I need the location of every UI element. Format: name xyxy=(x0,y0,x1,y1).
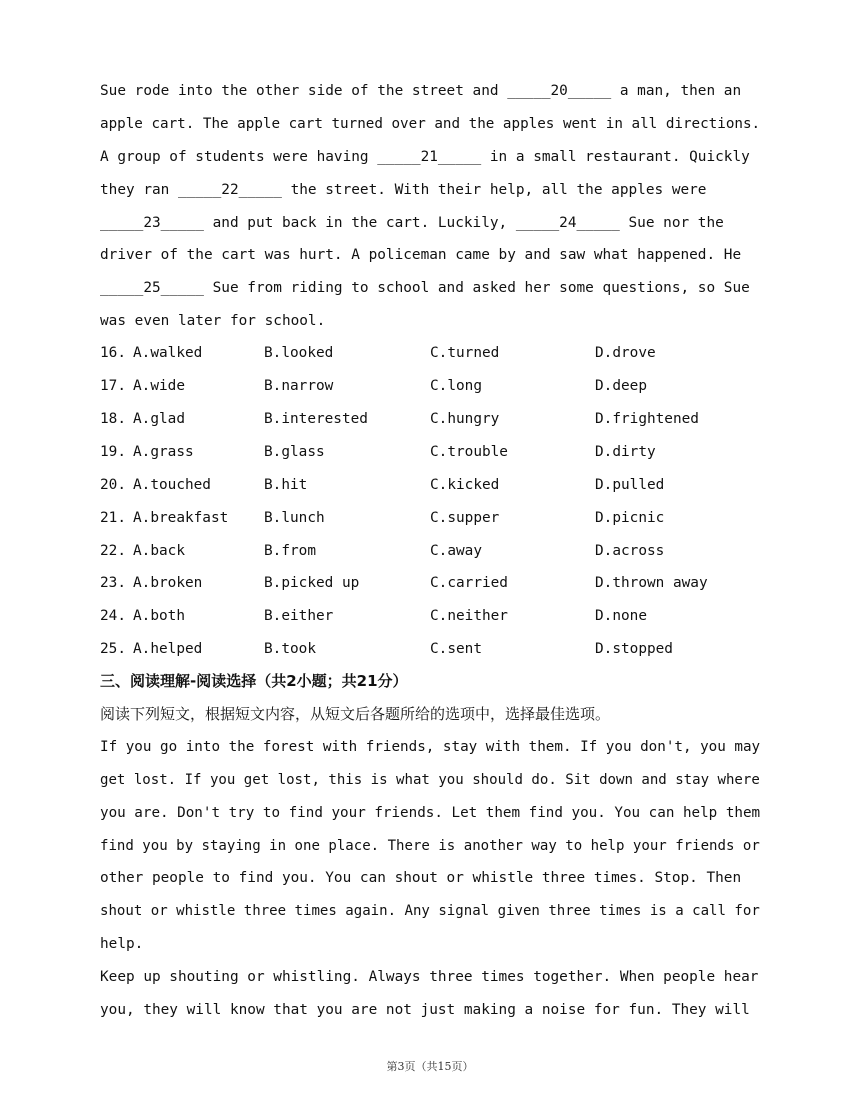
question-number: 24. xyxy=(100,608,126,624)
option-a: A.helped xyxy=(133,641,203,657)
option-c: C.hungry xyxy=(430,411,500,427)
option-c: C.sent xyxy=(430,641,482,657)
option-a: A.walked xyxy=(133,345,203,361)
option-d: D.picnic xyxy=(595,510,665,526)
passage-line: _____25_____ Sue from riding to school and asked her some questions, so Sue xyxy=(100,280,750,296)
question-number: 23. xyxy=(100,575,126,591)
passage-line: driver of the cart was hurt. A policeman came by and saw what happened. He xyxy=(100,247,742,263)
passage-line: If you go into the forest with friends, stay with them. If you don't, you may xyxy=(100,739,761,755)
passage-line: Keep up shouting or whistling. Always three times together. When people hear xyxy=(100,969,759,985)
option-c: C.carried xyxy=(430,575,508,591)
passage-line: other people to find you. You can shout or whistle three times. Stop. Then xyxy=(100,870,742,886)
question-number: 20. xyxy=(100,477,126,493)
question-item xyxy=(100,475,665,495)
option-d: D.frightened xyxy=(595,411,699,427)
passage-line: you are. Don't try to find your friends. Let them find you. You can help them xyxy=(100,805,761,821)
option-d: D.across xyxy=(595,543,665,559)
option-d: D.deep xyxy=(595,378,647,394)
option-b: B.narrow xyxy=(264,378,334,394)
option-d: D.none xyxy=(595,608,647,624)
question-number: 25. xyxy=(100,641,126,657)
option-a: A.both xyxy=(133,608,185,624)
option-c: C.long xyxy=(430,378,482,394)
question-item xyxy=(100,541,665,561)
option-d: D.pulled xyxy=(595,477,665,493)
question-item xyxy=(100,639,673,659)
option-c: C.neither xyxy=(430,608,508,624)
question-item xyxy=(100,409,699,429)
option-b: B.picked up xyxy=(264,575,360,591)
question-item xyxy=(100,343,656,363)
option-d: D.stopped xyxy=(595,641,673,657)
option-d: D.drove xyxy=(595,345,656,361)
option-c: C.turned xyxy=(430,345,500,361)
passage-line: you, they will know that you are not just making a noise for fun. They will xyxy=(100,1002,750,1018)
option-a: A.glad xyxy=(133,411,185,427)
passage-line: Sue rode into the other side of the street and _____20_____ a man, then an xyxy=(100,83,742,99)
option-a: A.wide xyxy=(133,378,185,394)
question-number: 21. xyxy=(100,510,126,526)
question-number: 19. xyxy=(100,444,126,460)
option-b: B.took xyxy=(264,641,316,657)
option-a: A.grass xyxy=(133,444,194,460)
question-number: 22. xyxy=(100,543,126,559)
option-a: A.broken xyxy=(133,575,203,591)
option-c: C.supper xyxy=(430,510,500,526)
question-number: 16. xyxy=(100,345,126,361)
question-item xyxy=(100,442,656,462)
passage-line: _____23_____ and put back in the cart. Luckily, _____24_____ Sue nor the xyxy=(100,215,724,231)
option-d: D.thrown away xyxy=(595,575,708,591)
passage-line: they ran _____22_____ the street. With their help, all the apples were xyxy=(100,182,707,198)
option-a: A.back xyxy=(133,543,185,559)
option-a: A.touched xyxy=(133,477,211,493)
option-b: B.interested xyxy=(264,411,368,427)
option-b: B.either xyxy=(264,608,334,624)
option-c: C.away xyxy=(430,543,482,559)
page-footer: 第3页（共15页） xyxy=(386,1060,474,1073)
passage-line: help. xyxy=(100,936,144,952)
question-number: 18. xyxy=(100,411,126,427)
question-number: 17. xyxy=(100,378,126,394)
option-c: C.trouble xyxy=(430,444,508,460)
option-d: D.dirty xyxy=(595,444,656,460)
question-item xyxy=(100,376,647,396)
option-b: B.from xyxy=(264,543,316,559)
question-item xyxy=(100,573,708,593)
option-b: B.lunch xyxy=(264,510,325,526)
question-item xyxy=(100,508,665,528)
passage-line: get lost. If you get lost, this is what you should do. Sit down and stay where xyxy=(100,772,760,788)
option-b: B.glass xyxy=(264,444,325,460)
passage-line: was even later for school. xyxy=(100,313,326,329)
option-b: B.looked xyxy=(264,345,334,361)
passage-line: shout or whistle three times again. Any signal given three times is a call for xyxy=(100,903,760,919)
option-c: C.kicked xyxy=(430,477,500,493)
option-b: B.hit xyxy=(264,477,308,493)
option-a: A.breakfast xyxy=(133,510,229,526)
section-instruction: 阅读下列短文，根据短文内容，从短文后各题所给的选项中，选择最佳选项。 xyxy=(100,705,611,723)
passage-line: A group of students were having _____21_____ in a small restaurant. Quickly xyxy=(100,149,750,165)
section-heading: 三、阅读理解-阅读选择（共2小题；共21分） xyxy=(100,672,408,690)
passage-line: find you by staying in one place. There is another way to help your friends or xyxy=(100,838,760,854)
question-item xyxy=(100,606,647,626)
passage-line: apple cart. The apple cart turned over and the apples went in all directions. xyxy=(100,116,761,132)
